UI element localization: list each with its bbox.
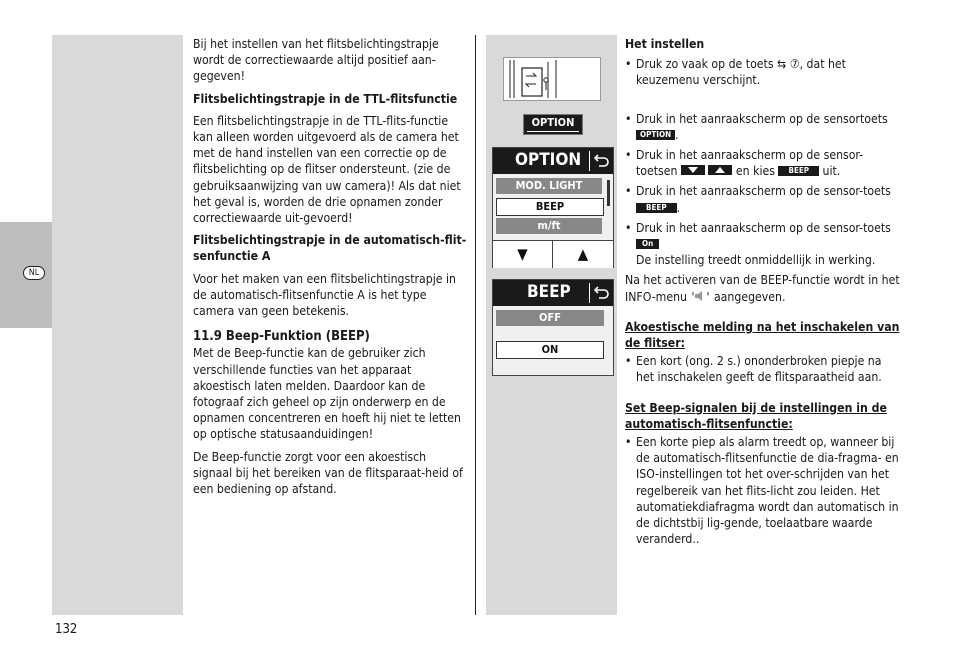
- flash-button-icon: [504, 58, 600, 100]
- paragraph-beep-signal: De Beep-functie zorgt voor een akoestisch signaal bij het bereiken van de flitsparaat-heid of een bediening op afstand.: [193, 449, 463, 497]
- left-margin-bar: [52, 35, 183, 615]
- option-screen-title: OPTION: [515, 150, 582, 170]
- menu-item-mft[interactable]: m/ft: [496, 218, 602, 234]
- back-icon[interactable]: [589, 151, 610, 171]
- list-item: • Druk in het aanraakscherm op de sensor-toets BEEP .: [625, 184, 891, 215]
- option-key-label: OPTION: [527, 115, 579, 132]
- beep-screen-title: BEEP: [527, 282, 571, 302]
- on-chip: On: [636, 239, 659, 249]
- heading-akoestisch: Akoestische melding na het inschakelen van de flitser:: [625, 319, 900, 351]
- beep-screen-header: [493, 280, 613, 306]
- paragraph-info-menu: Na het activeren van de BEEP-functie wordt in het INFO-menu ' ' aangegeven.: [625, 273, 900, 304]
- paragraph-beep-intro: Met de Beep-functie kan de gebruiker zich verschillende functies van het apparaat akoestisch laten melden. Daardoor kan de fotograaf zich geheel op zijn onderwerp en de opnamen concentreren en hoeft hij niet te letten op optische statusaanduidingen!: [193, 346, 461, 442]
- column-divider: [475, 35, 476, 615]
- list-item: • Druk in het aanraakscherm op de sensortoets OPTION .: [625, 111, 888, 142]
- menu-scrollbar[interactable]: [607, 180, 610, 206]
- paragraph-auto: Voor het maken van een flitsbelichtingstrapje in de automatisch-flitsenfunctie A is het type camera van geen betekenis.: [193, 271, 456, 319]
- down-button[interactable]: ▼: [493, 240, 553, 268]
- language-badge: NL: [23, 266, 45, 280]
- list-item: • Druk zo vaak op de toets ⇆ ⑦, dat het keuzemenu verschijnt.: [625, 57, 846, 88]
- up-button[interactable]: ▲: [553, 240, 613, 268]
- option-menu-screen: [492, 147, 614, 268]
- list-item: • Druk in het aanraakscherm op de sensor-toetsen en kies BEEP uit.: [625, 148, 864, 179]
- list-item: • Druk in het aanraakscherm op de sensor-toets On De instelling treedt onmiddellijk in werking.: [625, 220, 891, 268]
- heading-auto: Flitsbelichtingstrapje in de automatisch-flit-senfunctie A: [193, 233, 467, 264]
- heading-instellen: Het instellen: [625, 37, 705, 51]
- list-item: • Een kort (ong. 2 s.) ononderbroken piepje na het inschakelen geeft de flitsparaatheid aan.: [625, 354, 882, 385]
- paragraph-ttl: Een flitsbelichtingstrapje in de TTL-flits-functie kan alleen worden uitgevoerd als de camera het met de hand instellen van een correctie op de flitsbelichting op de flitser ondersteunt. (zie de gebruiksaanwijzing van uw camera)! Als dat niet het geval is, worden de drie opnamen zonder correctiewaarde uit-gevoerd!: [193, 113, 461, 226]
- menu-item-beep[interactable]: BEEP: [496, 198, 604, 216]
- menu-item-off[interactable]: OFF: [496, 310, 604, 326]
- option-chip: OPTION: [636, 130, 675, 140]
- paragraph-positive-correction: Bij het instellen van het flitsbelichtingstrapje wordt de correctiewaarde altijd positief aan-gegeven!: [193, 37, 439, 84]
- beep-menu-screen: [492, 279, 614, 376]
- right-text-column: [625, 36, 901, 551]
- section-title: 11.9 Beep-Funktion (BEEP): [193, 329, 370, 345]
- key-seven-icon: ⑦: [789, 57, 800, 72]
- beep-chip: BEEP: [778, 166, 819, 176]
- option-screen-header: [493, 148, 613, 174]
- heading-ttl: Flitsbelichtingstrapje in de TTL-flitsfunctie: [193, 91, 458, 106]
- flash-button-illustration: [503, 57, 601, 101]
- list-item: • Een korte piep als alarm treedt op, wanneer bij de automatisch-flitsenfunctie de dia-fragma- en ISO-instellingen tot het over-schrijden van het regelbereik van het flits-licht zou leiden. Het automatiekdiafragma wordt dan automatisch in de dichtstbij lig-gende, toelaatbare waarde veranderd..: [625, 435, 899, 547]
- down-arrow-icon: [681, 165, 705, 175]
- option-key[interactable]: [523, 114, 583, 135]
- beep-chip: BEEP: [636, 203, 677, 213]
- up-arrow-icon: [708, 165, 732, 175]
- page-number: 132: [55, 622, 78, 637]
- swap-arrows-icon: ⇆: [777, 57, 787, 72]
- back-icon[interactable]: [589, 283, 610, 303]
- heading-set-beep: Set Beep-signalen bij de instellingen in de automatisch-flitsenfunctie:: [625, 400, 887, 431]
- speaker-icon: ' ': [691, 289, 710, 304]
- menu-item-on[interactable]: ON: [496, 341, 604, 359]
- left-text-column: [193, 36, 468, 503]
- menu-item-mod-light[interactable]: MOD. LIGHT: [496, 178, 602, 194]
